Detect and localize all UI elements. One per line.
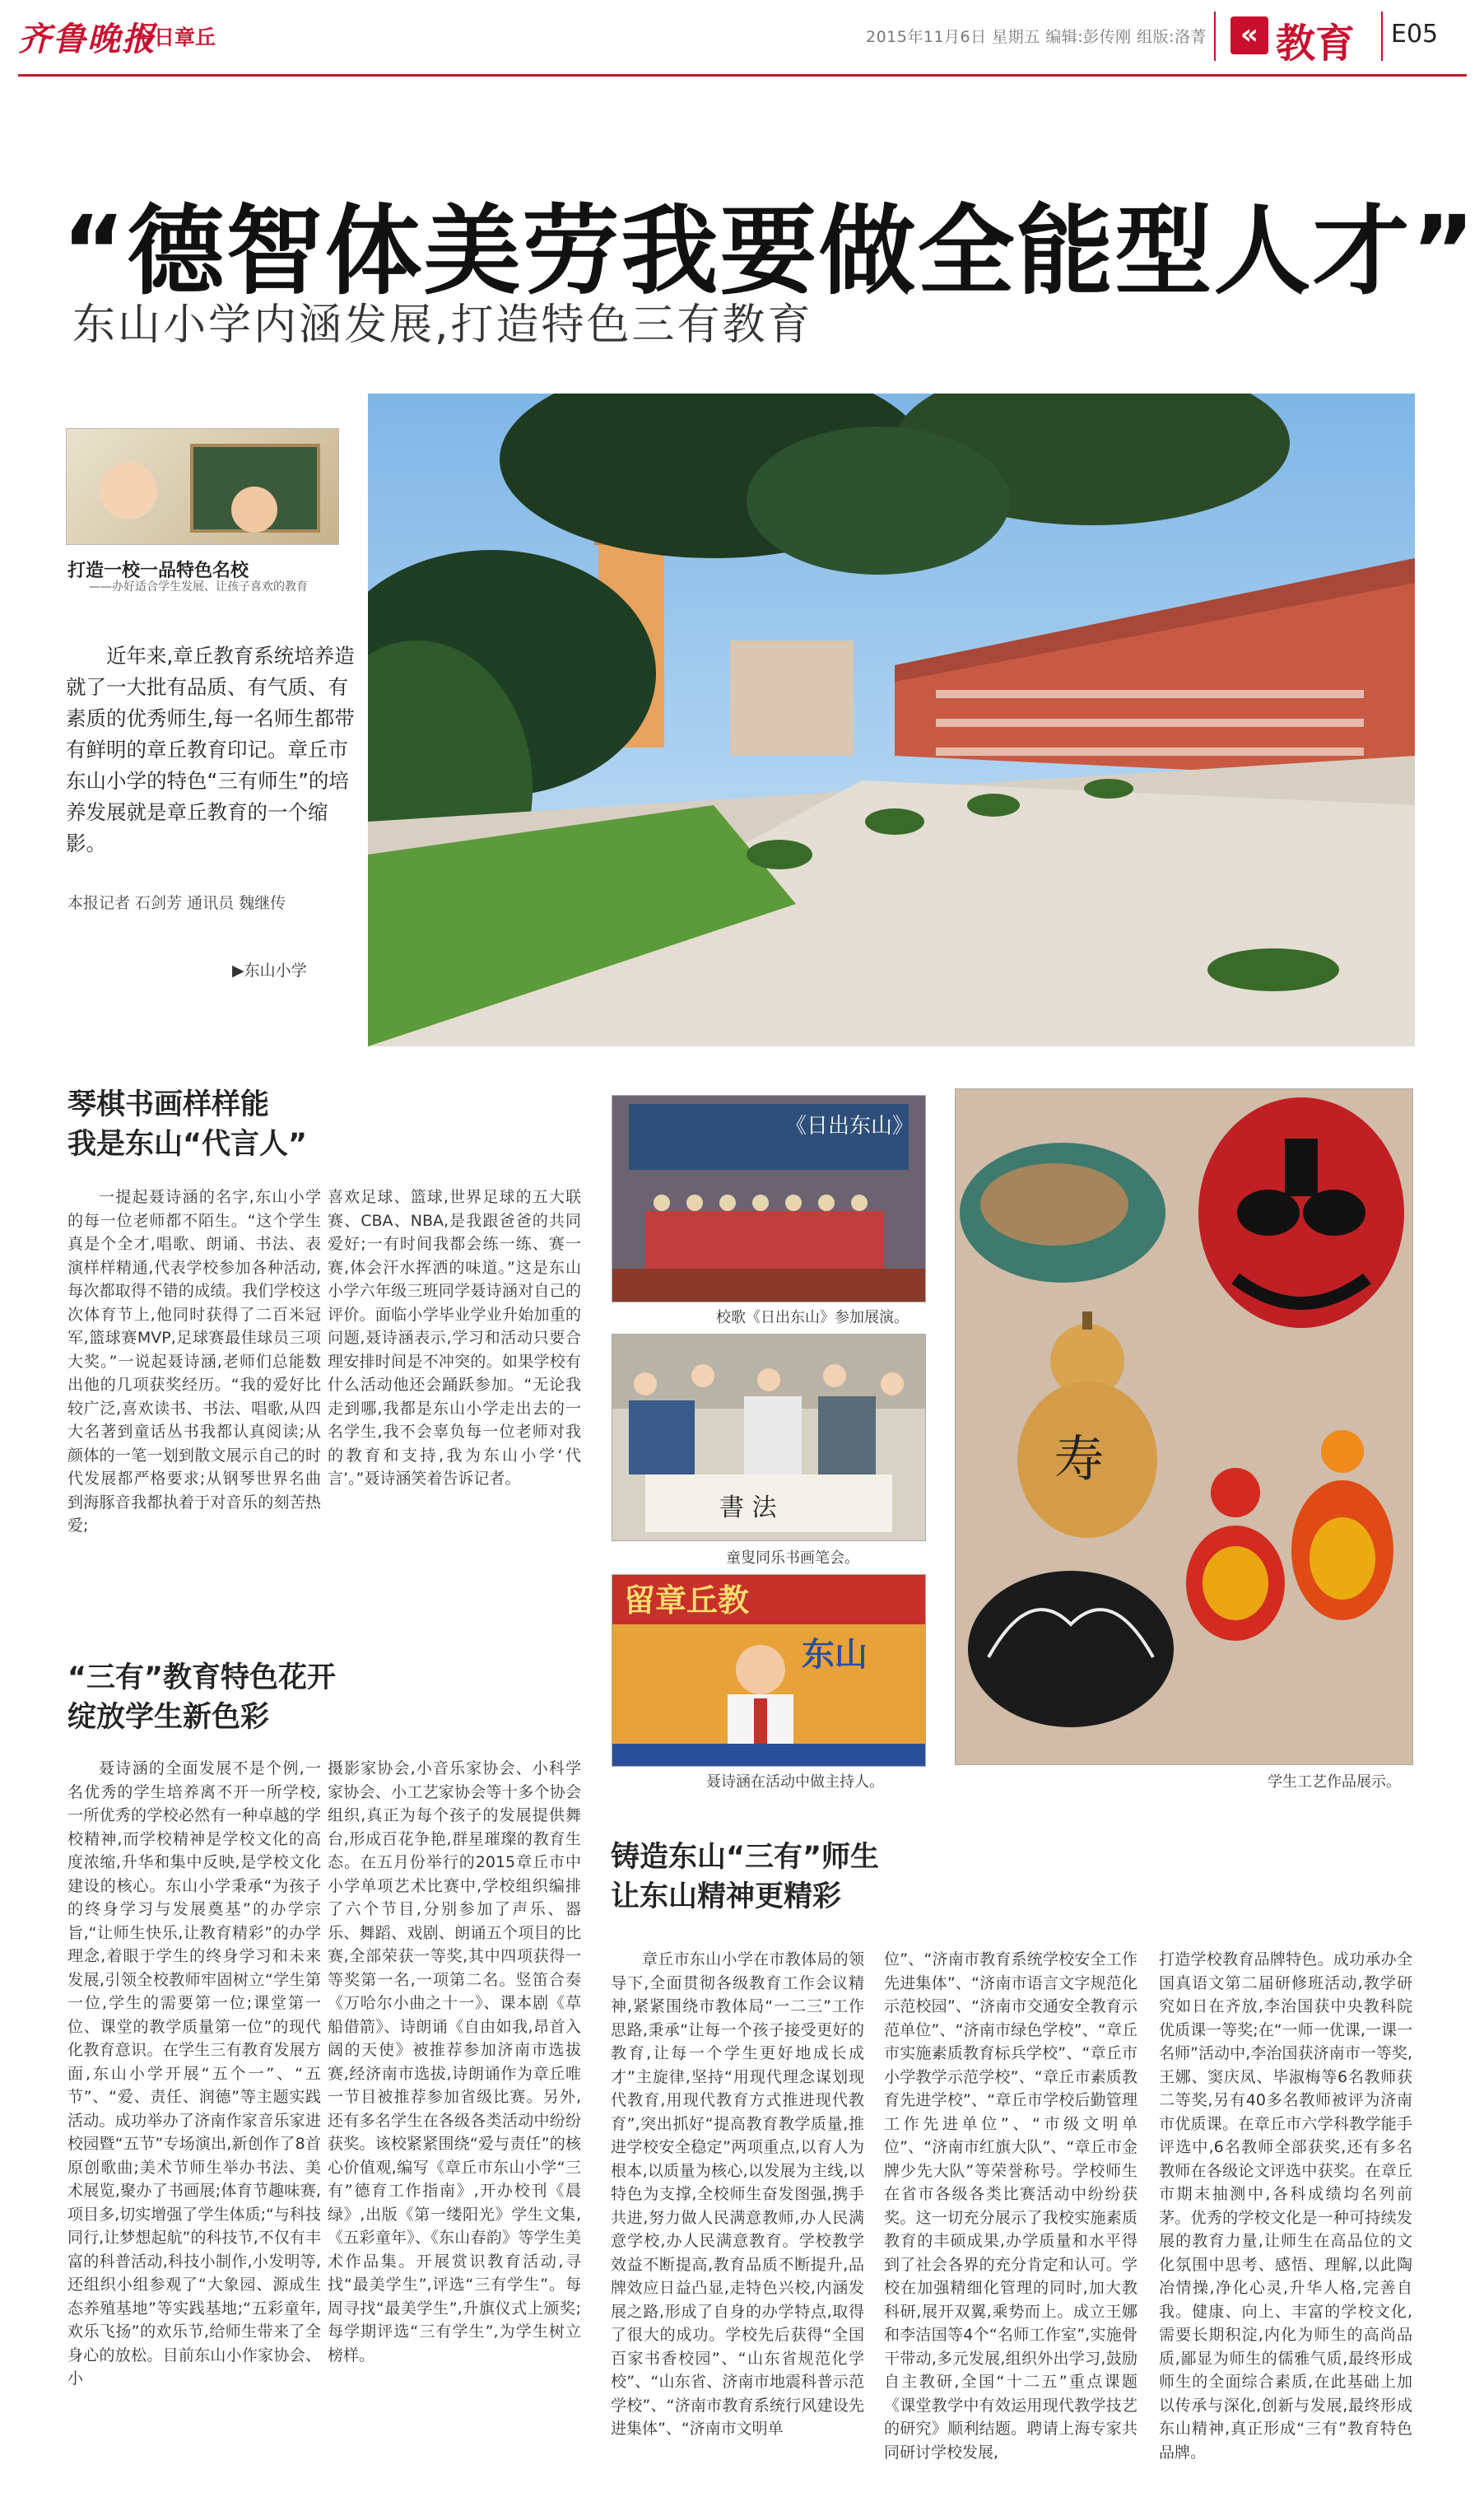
stage-banner-text: 东山	[802, 1636, 868, 1674]
section3-heading-line1: 铸造东山“三有”师生	[611, 1841, 880, 1874]
intro-paragraph: 近年来,章丘教育系统培养造就了一大批有品质、有气质、有素质的优秀师生,每一名师生都带有鲜明的章丘教育印记。章丘市东山小学的特色“三有师生”的培养发展就是章丘教育的一个缩影。	[66, 644, 355, 855]
host-student-photo	[612, 1574, 926, 1767]
section2-heading-line1: “三有”教育特色花开	[67, 1661, 337, 1694]
svg-text:書 法: 書 法	[719, 1493, 777, 1522]
photo-caption-1: 校歌《日出东山》参加展演。	[716, 1309, 909, 1326]
sidebar-heading: 打造一校一品特色名校	[67, 561, 249, 581]
sidebar-subheading: ——办好适合学生发展、让孩子喜欢的教育	[89, 580, 308, 594]
page-number: E05	[1391, 20, 1439, 49]
stage-banner-text: 《日出东山》	[785, 1114, 914, 1139]
section2-heading-line2: 绽放学生新色彩	[67, 1701, 270, 1734]
section2-column-1: 聂诗涵的全面发展不是个例,一名优秀的学生培养离不开一所学校,一所优秀的学校必然有一种卓越的学校精神,而学校精神是学校文化的高度浓缩,升华和集中反映,是学校文化建设的核心。东山小学秉承“为孩子的终身学习与发展奠基”的办学宗旨,“让师生快乐,让教育精彩”的办学理念,着眼于学生的终身学习和未来发展,引领全校教师牢固树立“学生第一位,学生的需要第一位;课堂第一位、课堂的教学质量第一位”的现代化教育意识。在学生三有教育发展方面,东山小学开展“五个一”、“五节”、“爱、责任、润德”等主题实践活动。成功举办了济南作家音乐家进校园暨“五节”专场演出,新创作了8首原创歌曲;美术节师生举办书法、美术展览,聚办了书画展;体育节趣味赛,项目多,切实增强了学生体质;“与科技同行,让梦想起航”的科技节,不仅有丰富的科普活动,科技小制作,小发明等,还组织小组参观了“大象园、源成生态养殖基地”等实践基地;“五彩童年,欢乐飞扬”的欢乐节,给师生带来了全身心的放松。目前东山小作家协会、小	[67, 1759, 321, 2388]
performance-photo	[612, 1095, 926, 1302]
section2-column-2: 摄影家协会,小音乐家协会、小科学家协会、小工艺家协会等十多个协会组织,真正为每个孩子的发展提供舞台,形成百花争艳,群星璀璨的教育生态。在五月份举行的2015章丘市中小学单项艺术比赛中,学校组织编排了六个节目,分别参加了声乐、器乐、舞蹈、戏剧、朗诵五个项目的比赛,全部荣获一等奖,其中四项获得一等奖第一名,一项第二名。竖笛合奏《万哈尔小曲之十一》、课本剧《草船借箭》、诗朗诵《自由如我,昂首入阔的天使》被推荐参加济南市选拔赛,经济南市选拔,诗朗诵作为章丘唯一节目被推荐参加省级比赛。另外,还有多名学生在各级各类活动中纷纷获奖。该校紧紧围绕“爱与责任”的核心价值观,编写《章丘市东山小学“三有”德育工作指南》,开办校刊《晨绿》,出版《第一缕阳光》学生文集,《五彩童年》、《东山春韵》等学生美术作品集。开展赏识教育活动,寻找“最美学生”,评选“三有学生”。每周寻找“最美学生”,升旗仪式上颁奖;每学期评选“三有学生”,为学生树立榜样。	[328, 1759, 581, 2364]
section1-column-2: 喜欢足球、篮球,世界足球的五大联赛、CBA、NBA,是我跟爸爸的共同爱好;一有时间我都会练一练、赛一赛,体会汗水挥洒的味道。”这是东山小学六年级三班同学聂诗涵对自己的评价。面临小学毕业学业升始加重的问题,聂诗涵表示,学习和活动只要合理安排时间是不冲突的。如果学校有什么活动他还会踊跃参加。“无论我走到哪,我都是东山小学走出去的一名学生,我不会辜负每一位老师对我的教育和支持,我为东山小学‘代言’。”聂诗涵笑着告诉记者。	[328, 1188, 581, 1488]
header-divider	[1214, 12, 1216, 61]
calligraphy-character: 寿	[1054, 1431, 1104, 1488]
header-rule	[18, 74, 1467, 77]
photo-caption-2: 童叟同乐书画笔会。	[726, 1549, 859, 1567]
section3-column-3: 打造学校教育品牌特色。成功承办全国真语文第二届研修班活动,教学研究如日在齐放,李治国获中央教科院优质课一等奖;在“一师一优课,一课一名师”活动中,李治国获济南市一等奖,王娜、窦庆凤、毕淑梅等6名教师获二等奖,另有40多名教师被评为济南市优质课。在章丘市六学科教学能手评选中,6名教师全部获奖,还有多名教师在各级论文评选中获奖。在章丘市期末抽测中,各科成绩均名列前茅。优秀的学校文化是一种可持续发展的教育力量,让师生在高品位的文化氛围中思考、感悟、理解,以此陶冶情操,净化心灵,升华人格,完善自我。健康、向上、丰富的学校文化,需要长期积淀,内化为师生的高尚品质,鄙显为师生的儒雅气质,最终形成师生的全面综合素质,在此基础上加以传承与深化,创新与发展,最终形成东山精神,真正形成“三有”教育特色品牌。	[1159, 1950, 1412, 2462]
headline-subtitle: 东山小学内涵发展,打造特色三有教育	[72, 300, 813, 350]
issue-meta: 2015年11月6日 星期五 编辑:彭传刚 组版:洛菁	[866, 28, 1207, 46]
photo-caption-4: 学生工艺作品展示。	[1268, 1773, 1401, 1791]
photo-caption-3: 聂诗涵在活动中做主持人。	[706, 1773, 884, 1791]
section3-column-2: 位”、“济南市教育系统学校安全工作先进集体”、“济南市语言文字规范化示范校园”、“济南市交通安全教育示范单位”、“济南市绿色学校”、“章丘市实施素质教育标兵学校”、“章丘市小学教学示范学校”、“章丘市素质教育先进学校”、“章丘市学校后勤管理工作先进单位”、“市级文明单位”、“济南市红旗大队”、“章丘市金牌少先大队”等荣誉称号。学校师生在省市各级各类比赛活动中纷纷获奖。这一切充分展示了我校实施素质教育的丰硕成果,办学质量和水平得到了社会各界的充分肯定和认可。学校在加强精细化管理的同时,加大教科研,展开双翼,乘势而上。成立王娜和李洁国等4个“名师工作室”,实施骨干带动,多元发展,组织外出学习,鼓励自主教研,全国“十二五”重点课题《课堂教学中有效运用现代教学技艺的研究》顺利结题。聘请上海专家共同研讨学校发展,	[884, 1950, 1137, 2462]
stage-banner-text: 留章丘教	[624, 1582, 750, 1619]
newspaper-logo: 齐鲁晚报	[18, 20, 156, 58]
section3-heading-line2: 让东山精神更精彩	[611, 1880, 842, 1913]
section1-column-1: 一提起聂诗涵的名字,东山小学的每一位老师都不陌生。“这个学生真是个全才,唱歌、朗诵、书法、表演样样精通,代表学校参加各种活动,每次都取得不错的成绩。我们学校这次体育节上,他同时获得了二百米冠军,篮球赛MVP,足球赛最佳球员三项大奖。”一说起聂诗涵,老师们总能数出他的几项获奖经历。“我的爱好比较广泛,喜欢读书、书法、唱歌,从四大名著到童话丛书我都认真阅读;从颜体的一笔一划到散文展示自己的时代发展都严格要求;从钢琴世界名曲到海豚音我都执着于对音乐的刻苦热爱;	[67, 1188, 321, 1535]
main-photo-caption: ▶东山小学	[232, 962, 307, 980]
byline: 本报记者 石剑芳 通讯员 魏继传	[67, 894, 286, 912]
section-name: 今日章丘	[133, 26, 216, 49]
crafts-photo	[955, 1088, 1413, 1765]
classroom-photo	[66, 428, 339, 545]
section1-heading-line2: 我是东山“代言人”	[67, 1128, 308, 1161]
section1-heading-line1: 琴棋书画样样能	[67, 1088, 270, 1121]
chevron-left-icon: «	[1230, 16, 1268, 54]
headline-title: “德智体美劳我要做全能型人才”	[62, 194, 1477, 308]
section3-column-1: 章丘市东山小学在市教体局的领导下,全面贯彻各级教育工作会议精神,紧紧围绕市教体局“一二三”工作思路,秉承“让每一个孩子接受更好的教育,让每一个学生更好地成长成才”主旋律,坚持“用现代理念谋划现代教育,用现代教育方式推进现代教育”,突出抓好“提高教育教学质量,推进学校安全稳定”两项重点,以育人为根本,以质量为核心,以发展为主线,以特色为支撑,全校师生奋发图强,携手共进,努力做人民满意教师,办人民满意学校,办人民满意教育。学校教学效益不断提高,教育品质不断提升,品牌效应日益凸显,走特色兴校,内涵发展之路,形成了自身的办学特点,取得了很大的成功。学校先后获得“全国百家书香校园”、“山东省规范化学校”、“山东省、济南市地震科普示范学校”、“济南市教育系统行风建设先进集体”、“济南市文明单	[611, 1950, 864, 2438]
calligraphy-event-photo	[612, 1334, 926, 1541]
school-campus-photo	[368, 394, 1415, 1046]
header-divider-2	[1381, 12, 1383, 61]
section-label: 教育	[1276, 21, 1356, 67]
